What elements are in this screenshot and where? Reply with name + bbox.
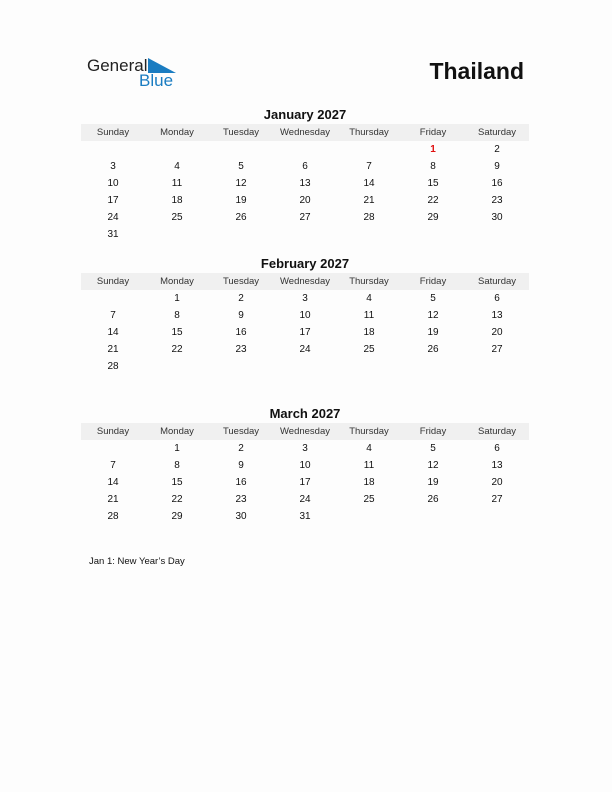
day-cell: 15 [427,178,439,189]
day-cell: 8 [430,161,436,172]
week-row [81,290,529,307]
day-cell [401,508,465,525]
weekday-label: Friday [419,426,447,437]
day-cell: 16 [235,477,247,488]
weekday-label: Friday [419,127,447,138]
month-calendar [81,405,529,525]
day-cell [465,508,529,525]
day-cell: 14 [107,477,119,488]
month-calendar [81,106,529,243]
day-cell: 18 [171,195,183,206]
day-cell: 29 [171,511,183,522]
weekday-label: Wednesday [280,127,330,138]
weekday-label: Monday [160,127,194,138]
weekday-label: Monday [160,426,194,437]
day-cell: 9 [238,310,244,321]
day-cell [401,358,465,375]
week-row [81,324,529,341]
day-cell [209,358,273,375]
day-cell: 10 [299,460,311,471]
day-cell [145,358,209,375]
week-row [81,141,529,158]
day-cell: 5 [430,443,436,454]
day-cell: 22 [171,494,183,505]
day-cell: 26 [235,212,247,223]
day-cell: 9 [494,161,500,172]
day-cell: 17 [299,327,311,338]
day-cell: 3 [110,161,116,172]
day-cell [145,226,209,243]
day-cell: 11 [363,310,375,321]
day-cell [465,226,529,243]
weekday-label: Sunday [96,426,130,437]
weekday-label: Wednesday [280,426,330,437]
day-cell: 22 [171,344,183,355]
day-cell: 27 [491,344,503,355]
day-cell: 6 [494,443,500,454]
logo-text-blue: Blue [139,71,174,90]
day-cell: 21 [363,195,375,206]
day-cell: 9 [238,460,244,471]
week-row [81,209,529,226]
day-cell: 1 [174,443,180,454]
day-cell: 12 [427,460,439,471]
day-cell: 8 [174,460,180,471]
day-cell: 4 [174,161,180,172]
day-cell [337,358,401,375]
week-row [81,341,529,358]
day-cell [273,141,337,158]
day-cell: 17 [299,477,311,488]
day-cell: 11 [171,178,183,189]
weekday-label: Thursday [349,127,389,138]
day-cell: 21 [107,494,119,505]
day-cell: 20 [491,477,503,488]
day-cell [337,508,401,525]
week-row [81,457,529,474]
week-row [81,226,529,243]
day-cell: 28 [107,511,119,522]
month-calendar [81,255,529,375]
day-cell: 24 [299,344,311,355]
day-cell: 6 [494,293,500,304]
holiday-day-cell: 1 [430,144,436,155]
month-title: January 2027 [263,107,347,122]
day-cell: 15 [171,477,183,488]
weekday-label: Friday [419,276,447,287]
day-cell [273,226,337,243]
day-cell: 23 [235,344,247,355]
day-cell: 14 [363,178,375,189]
day-cell: 13 [491,310,503,321]
weekday-label: Thursday [349,276,389,287]
day-cell: 15 [171,327,183,338]
weekday-label: Tuesday [222,127,260,138]
day-cell [81,440,145,457]
holiday-note: Jan 1: New Year’s Day [89,556,185,567]
weekday-label: Sunday [96,127,130,138]
weekday-label: Monday [160,276,194,287]
day-cell: 4 [366,443,372,454]
logo-text-general: General [87,56,148,75]
day-cell: 18 [363,477,375,488]
day-cell: 18 [363,327,375,338]
day-cell: 30 [491,212,503,223]
weekday-label: Thursday [349,426,389,437]
country-title: Thailand [429,58,524,84]
week-row [81,175,529,192]
week-row [81,307,529,324]
day-cell: 7 [110,310,116,321]
day-cell: 10 [299,310,311,321]
day-cell [209,226,273,243]
weekday-label: Saturday [477,276,517,287]
weekday-header [81,124,529,141]
day-cell: 6 [302,161,308,172]
weekday-label: Saturday [477,426,517,437]
day-cell: 29 [427,212,439,223]
day-cell: 27 [491,494,503,505]
day-cell: 31 [299,511,311,522]
day-cell: 25 [363,344,375,355]
day-cell: 31 [107,229,119,240]
day-cell: 23 [235,494,247,505]
day-cell: 4 [366,293,372,304]
holiday-notes [89,556,185,567]
day-cell: 10 [107,178,119,189]
day-cell: 2 [238,293,244,304]
weekday-label: Tuesday [222,276,260,287]
day-cell: 2 [238,443,244,454]
day-cell [145,141,209,158]
day-cell: 12 [235,178,247,189]
day-cell: 22 [427,195,439,206]
week-row [81,491,529,508]
day-cell: 1 [174,293,180,304]
day-cell: 25 [171,212,183,223]
day-cell: 8 [174,310,180,321]
day-cell: 28 [363,212,375,223]
day-cell: 16 [491,178,503,189]
day-cell [337,141,401,158]
day-cell [81,290,145,307]
day-cell: 26 [427,494,439,505]
day-cell: 16 [235,327,247,338]
month-title: February 2027 [260,256,350,271]
day-cell [81,141,145,158]
month-title: March 2027 [269,406,341,421]
day-cell: 20 [299,195,311,206]
day-cell: 24 [107,212,119,223]
week-row [81,474,529,491]
day-cell [209,141,273,158]
day-cell: 21 [107,344,119,355]
day-cell: 14 [107,327,119,338]
day-cell: 2 [494,144,500,155]
week-row [81,440,529,457]
day-cell: 11 [363,460,375,471]
day-cell: 12 [427,310,439,321]
day-cell: 30 [235,511,247,522]
weekday-header [81,423,529,440]
week-row [81,508,529,525]
day-cell: 24 [299,494,311,505]
week-row [81,158,529,175]
day-cell: 5 [430,293,436,304]
day-cell: 19 [235,195,247,206]
day-cell: 19 [427,477,439,488]
day-cell: 19 [427,327,439,338]
day-cell: 13 [491,460,503,471]
weekday-label: Sunday [96,276,130,287]
week-row [81,358,529,375]
day-cell [337,226,401,243]
day-cell: 25 [363,494,375,505]
day-cell: 20 [491,327,503,338]
day-cell: 28 [107,361,119,372]
week-row [81,192,529,209]
day-cell: 3 [302,293,308,304]
day-cell: 17 [107,195,119,206]
weekday-label: Tuesday [222,426,260,437]
day-cell: 5 [238,161,244,172]
day-cell: 7 [366,161,372,172]
day-cell [465,358,529,375]
day-cell: 23 [491,195,503,206]
day-cell [401,226,465,243]
day-cell [273,358,337,375]
day-cell: 13 [299,178,311,189]
day-cell: 27 [299,212,311,223]
day-cell: 3 [302,443,308,454]
weekday-label: Wednesday [280,276,330,287]
weekday-label: Saturday [477,127,517,138]
day-cell: 7 [110,460,116,471]
weekday-header [81,273,529,290]
day-cell: 26 [427,344,439,355]
